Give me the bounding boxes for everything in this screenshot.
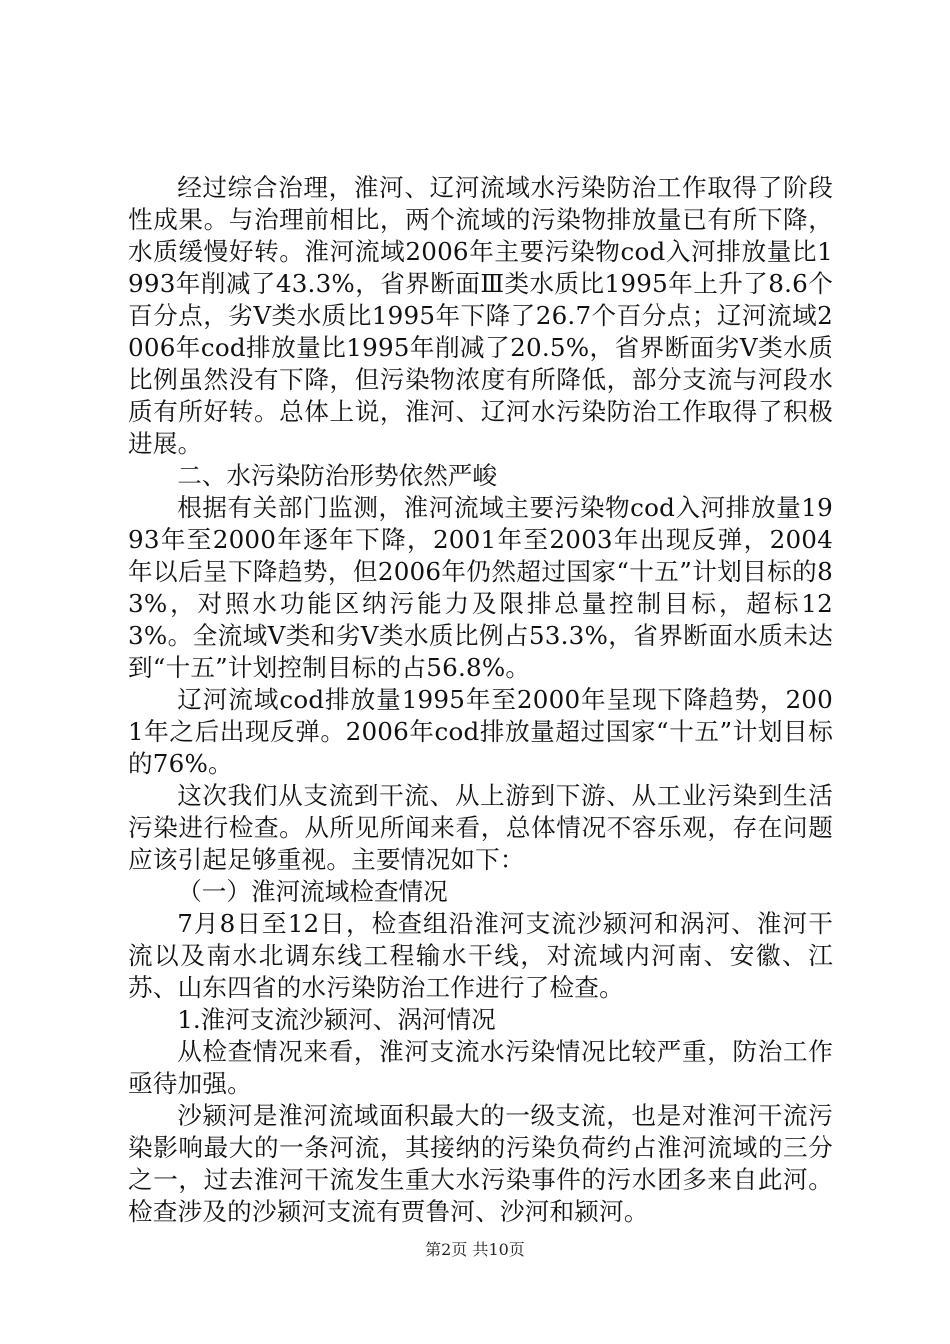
- paragraph-liaohe-cod: 辽河流域cod排放量1995年至2000年呈现下降趋势，2001年之后出现反弹。2006年cod排放量超过国家“十五”计划目标的76%。: [128, 685, 833, 778]
- paragraph-huaihe-monitoring: 根据有关部门监测，淮河流域主要污染物cod入河排放量1993年至2000年逐年下降，2001年至2003年出现反弹，2004年以后呈下降趋势，但2006年仍然超过国家“十五”计划目标的83%，对照水功能区纳污能力及限排总量控制目标，超标123%。全流域Ⅴ类和劣Ⅴ类水质比例占53.3%，省界断面水质未达到“十五”计划控制目标的占56.8%。: [128, 493, 833, 682]
- subsection-heading-tributaries: 1.淮河支流沙颍河、涡河情况: [177, 1005, 496, 1034]
- paragraph-inspection-dates: 7月8日至12日，检查组沿淮河支流沙颍河和涡河、淮河干流以及南水北调东线工程输水干线，对流域内河南、安徽、江苏、山东四省的水污染防治工作进行了检查。: [128, 909, 833, 1002]
- subsection-heading-huaihe: （一）淮河流域检查情况: [177, 877, 448, 906]
- page-number-footer: 第2页 共10页: [425, 1240, 525, 1259]
- paragraph-tributary-pollution: 从检查情况来看，淮河支流水污染情况比较严重，防治工作亟待加强。: [128, 1037, 833, 1098]
- document-body: [128, 172, 833, 1228]
- paragraph-summary: 经过综合治理，淮河、辽河流域水污染防治工作取得了阶段性成果。与治理前相比，两个流域的污染物排放量已有所下降，水质缓慢好转。淮河流域2006年主要污染物cod入河排放量比1993年削减了43.3%，省界断面Ⅲ类水质比1995年上升了8.6个百分点，劣Ⅴ类水质比1995年下降了26.7个百分点；辽河流域2006年cod排放量比1995年削减了20.5%，省界断面劣Ⅴ类水质比例虽然没有下降，但污染物浓度有所降低，部分支流与河段水质有所好转。总体上说，淮河、辽河水污染防治工作取得了积极进展。: [128, 173, 833, 458]
- section-heading-2: 二、水污染防治形势依然严峻: [177, 461, 497, 490]
- paragraph-shaying-river: 沙颍河是淮河流域面积最大的一级支流，也是对淮河干流污染影响最大的一条河流，其接纳的污染负荷约占淮河流域的三分之一，过去淮河干流发生重大水污染事件的污水团多来自此河。检查涉及的沙颍河支流有贾鲁河、沙河和颍河。: [128, 1101, 833, 1226]
- paragraph-inspection-overview: 这次我们从支流到干流、从上游到下游、从工业污染到生活污染进行检查。从所见所闻来看，总体情况不容乐观，存在问题应该引起足够重视。主要情况如下：: [128, 781, 833, 874]
